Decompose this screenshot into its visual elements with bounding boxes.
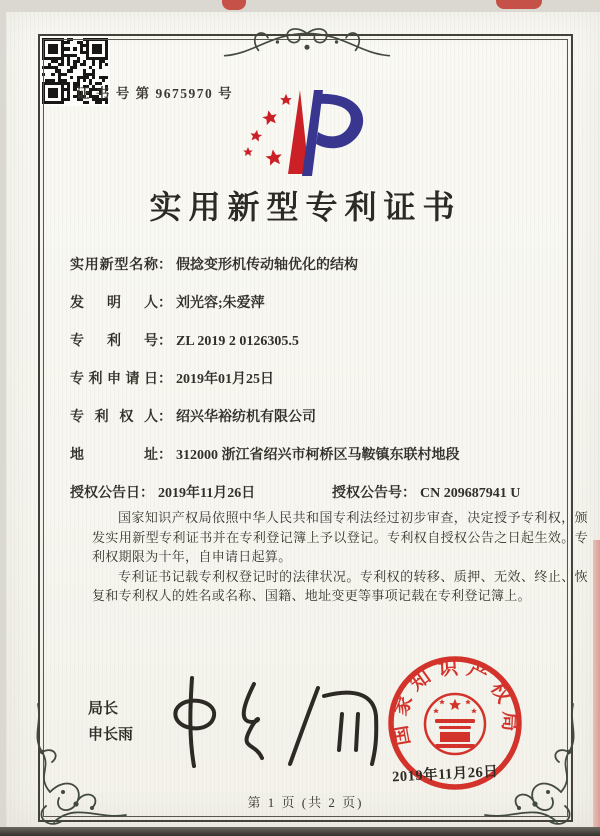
legal-paragraph-2: 专利证书记载专利权登记时的法律状况。专利权的转移、质押、无效、终止、恢复和专利权人的姓名或名称、国籍、地址变更等事项记载在专利登记簿上。 — [92, 568, 588, 603]
legal-paragraph-1: 国家知识产权局依照中华人民共和国专利法经过初步审查，决定授予专利权，颁发实用新型专利证书并在专利登记簿上予以登记。专利权自授权公告之日起生效。专利权期限为十年，自申请日起算。 — [92, 510, 588, 564]
red-stamp-fragment — [496, 0, 542, 9]
field-value: 312000 浙江省绍兴市柯桥区马鞍镇东联村地段 — [176, 448, 460, 463]
adjacent-page-edge — [593, 540, 600, 828]
field-grant-row — [70, 482, 521, 502]
top-border-ornament-icon — [222, 24, 392, 62]
field-value: 刘光容;朱爱萍 — [176, 296, 265, 311]
colon: ： — [158, 410, 172, 425]
seal-text: 国家知识产权局 — [388, 656, 521, 748]
field-inventors — [70, 292, 265, 312]
field-value: 绍兴华裕纺机有限公司 — [176, 410, 316, 425]
certificate-title: 实用新型专利证书 — [149, 189, 462, 225]
grant-date-value: 2019年11月26日 — [158, 486, 256, 501]
seal-date: 2019年11月26日 — [391, 763, 499, 786]
photo-bottom-edge — [0, 827, 600, 836]
national-emblem-icon — [425, 694, 485, 754]
field-label: 发明人 — [70, 296, 158, 311]
certificate-number: 证 书 号 第 9675970 号 — [76, 86, 234, 101]
grant-date-label: 授权公告日 — [70, 486, 140, 501]
field-label: 专利权人 — [70, 410, 158, 425]
commissioner-name: 申长雨 — [88, 727, 134, 743]
colon: ： — [158, 334, 172, 349]
field-label: 地址 — [70, 448, 158, 463]
grant-number — [332, 482, 520, 502]
field-label: 实用新型名称 — [70, 258, 158, 273]
field-value: 假捻变形机传动轴优化的结构 — [176, 258, 358, 273]
field-value: 2019年01月25日 — [176, 372, 274, 387]
field-label: 专利申请日 — [70, 372, 158, 387]
red-stamp-fragment — [222, 0, 246, 10]
cnipa-logo-icon — [230, 84, 376, 180]
signoff-block — [88, 696, 133, 748]
colon: ： — [158, 296, 172, 311]
commissioner-role: 局长 — [88, 701, 119, 717]
grant-no-label: 授权公告号 — [332, 486, 402, 501]
field-patentee — [70, 406, 316, 426]
legal-text — [92, 508, 588, 606]
field-value: ZL 2019 2 0126305.5 — [176, 334, 299, 349]
field-application-date — [70, 368, 274, 388]
colon: ： — [402, 486, 416, 501]
colon: ： — [158, 258, 172, 273]
field-address — [70, 444, 460, 464]
commissioner-signature — [158, 670, 388, 770]
grant-no-value: CN 209687941 U — [420, 486, 521, 501]
page-number: 第 1 页 (共 2 页) — [247, 795, 364, 810]
field-utility-model-name — [70, 254, 358, 274]
colon: ： — [140, 486, 154, 501]
colon: ： — [158, 372, 172, 387]
certificate-frame — [38, 34, 588, 822]
field-label: 专利号 — [70, 334, 158, 349]
colon: ： — [158, 448, 172, 463]
field-patent-number — [70, 330, 299, 350]
